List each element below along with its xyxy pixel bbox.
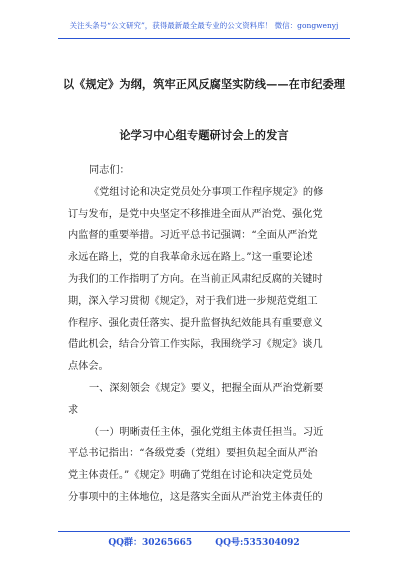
body-line: 为我们的工作指明了方向。在当前正风肃纪反腐的关键时 [68, 273, 323, 285]
header-divider [58, 38, 350, 39]
qq-group: QQ群：30265665 [108, 538, 193, 548]
body-line: 党主体责任。”《规定》明确了党组在讨论和决定党员处 [68, 470, 313, 482]
footer-divider [58, 531, 350, 532]
body-line: 点体会。 [68, 361, 109, 373]
qq-number: QQ号:535304092 [215, 538, 300, 548]
body-line: 订与发布，是党中央坚定不移推进全面从严治党、强化党 [68, 208, 323, 220]
document-title-line-2: 论学习中心组专题研讨会上的发言 [119, 128, 289, 142]
header-banner: 关注头条号“公文研究”，获得最新最全最专业的公文资料库！ 微信：gongwenyj [69, 21, 339, 30]
salutation: 同志们： [89, 165, 130, 176]
body-line: 《党组讨论和决定党员处分事项工作程序规定》的修 [89, 186, 324, 198]
subsection-line: （一）明晰责任主体，强化党组主体责任担当。习近 [89, 426, 324, 438]
body-line: 内监督的重要举措。习近平总书记强调：“全面从严治党 [68, 230, 318, 242]
body-line: 分事项中的主体地位，这是落实全面从严治党主体责任的 [68, 491, 323, 503]
document-title-line-1: 以《规定》为纲，筑牢正风反腐坚实防线——在市纪委理 [62, 77, 346, 91]
section-heading: 一、深刻领会《规定》要义，把握全面从严治党新要 [89, 382, 324, 394]
footer-contact [0, 535, 408, 548]
section-heading-continued: 求 [68, 404, 79, 416]
document-body [68, 160, 348, 509]
body-line: 作程序、强化责任落实、提升监督执纪效能具有重要意义 [68, 317, 323, 329]
body-line: 平总书记指出：“各级党委（党组）要担负起全面从严治 [68, 448, 318, 460]
body-line: 借此机会，结合分管工作实际，我围绕学习《规定》谈几 [68, 339, 323, 351]
body-line: 永远在路上，党的自我革命永远在路上。”这一重要论述 [68, 252, 313, 264]
body-line: 期，深入学习贯彻《规定》，对于我们进一步规范党组工 [68, 295, 318, 307]
